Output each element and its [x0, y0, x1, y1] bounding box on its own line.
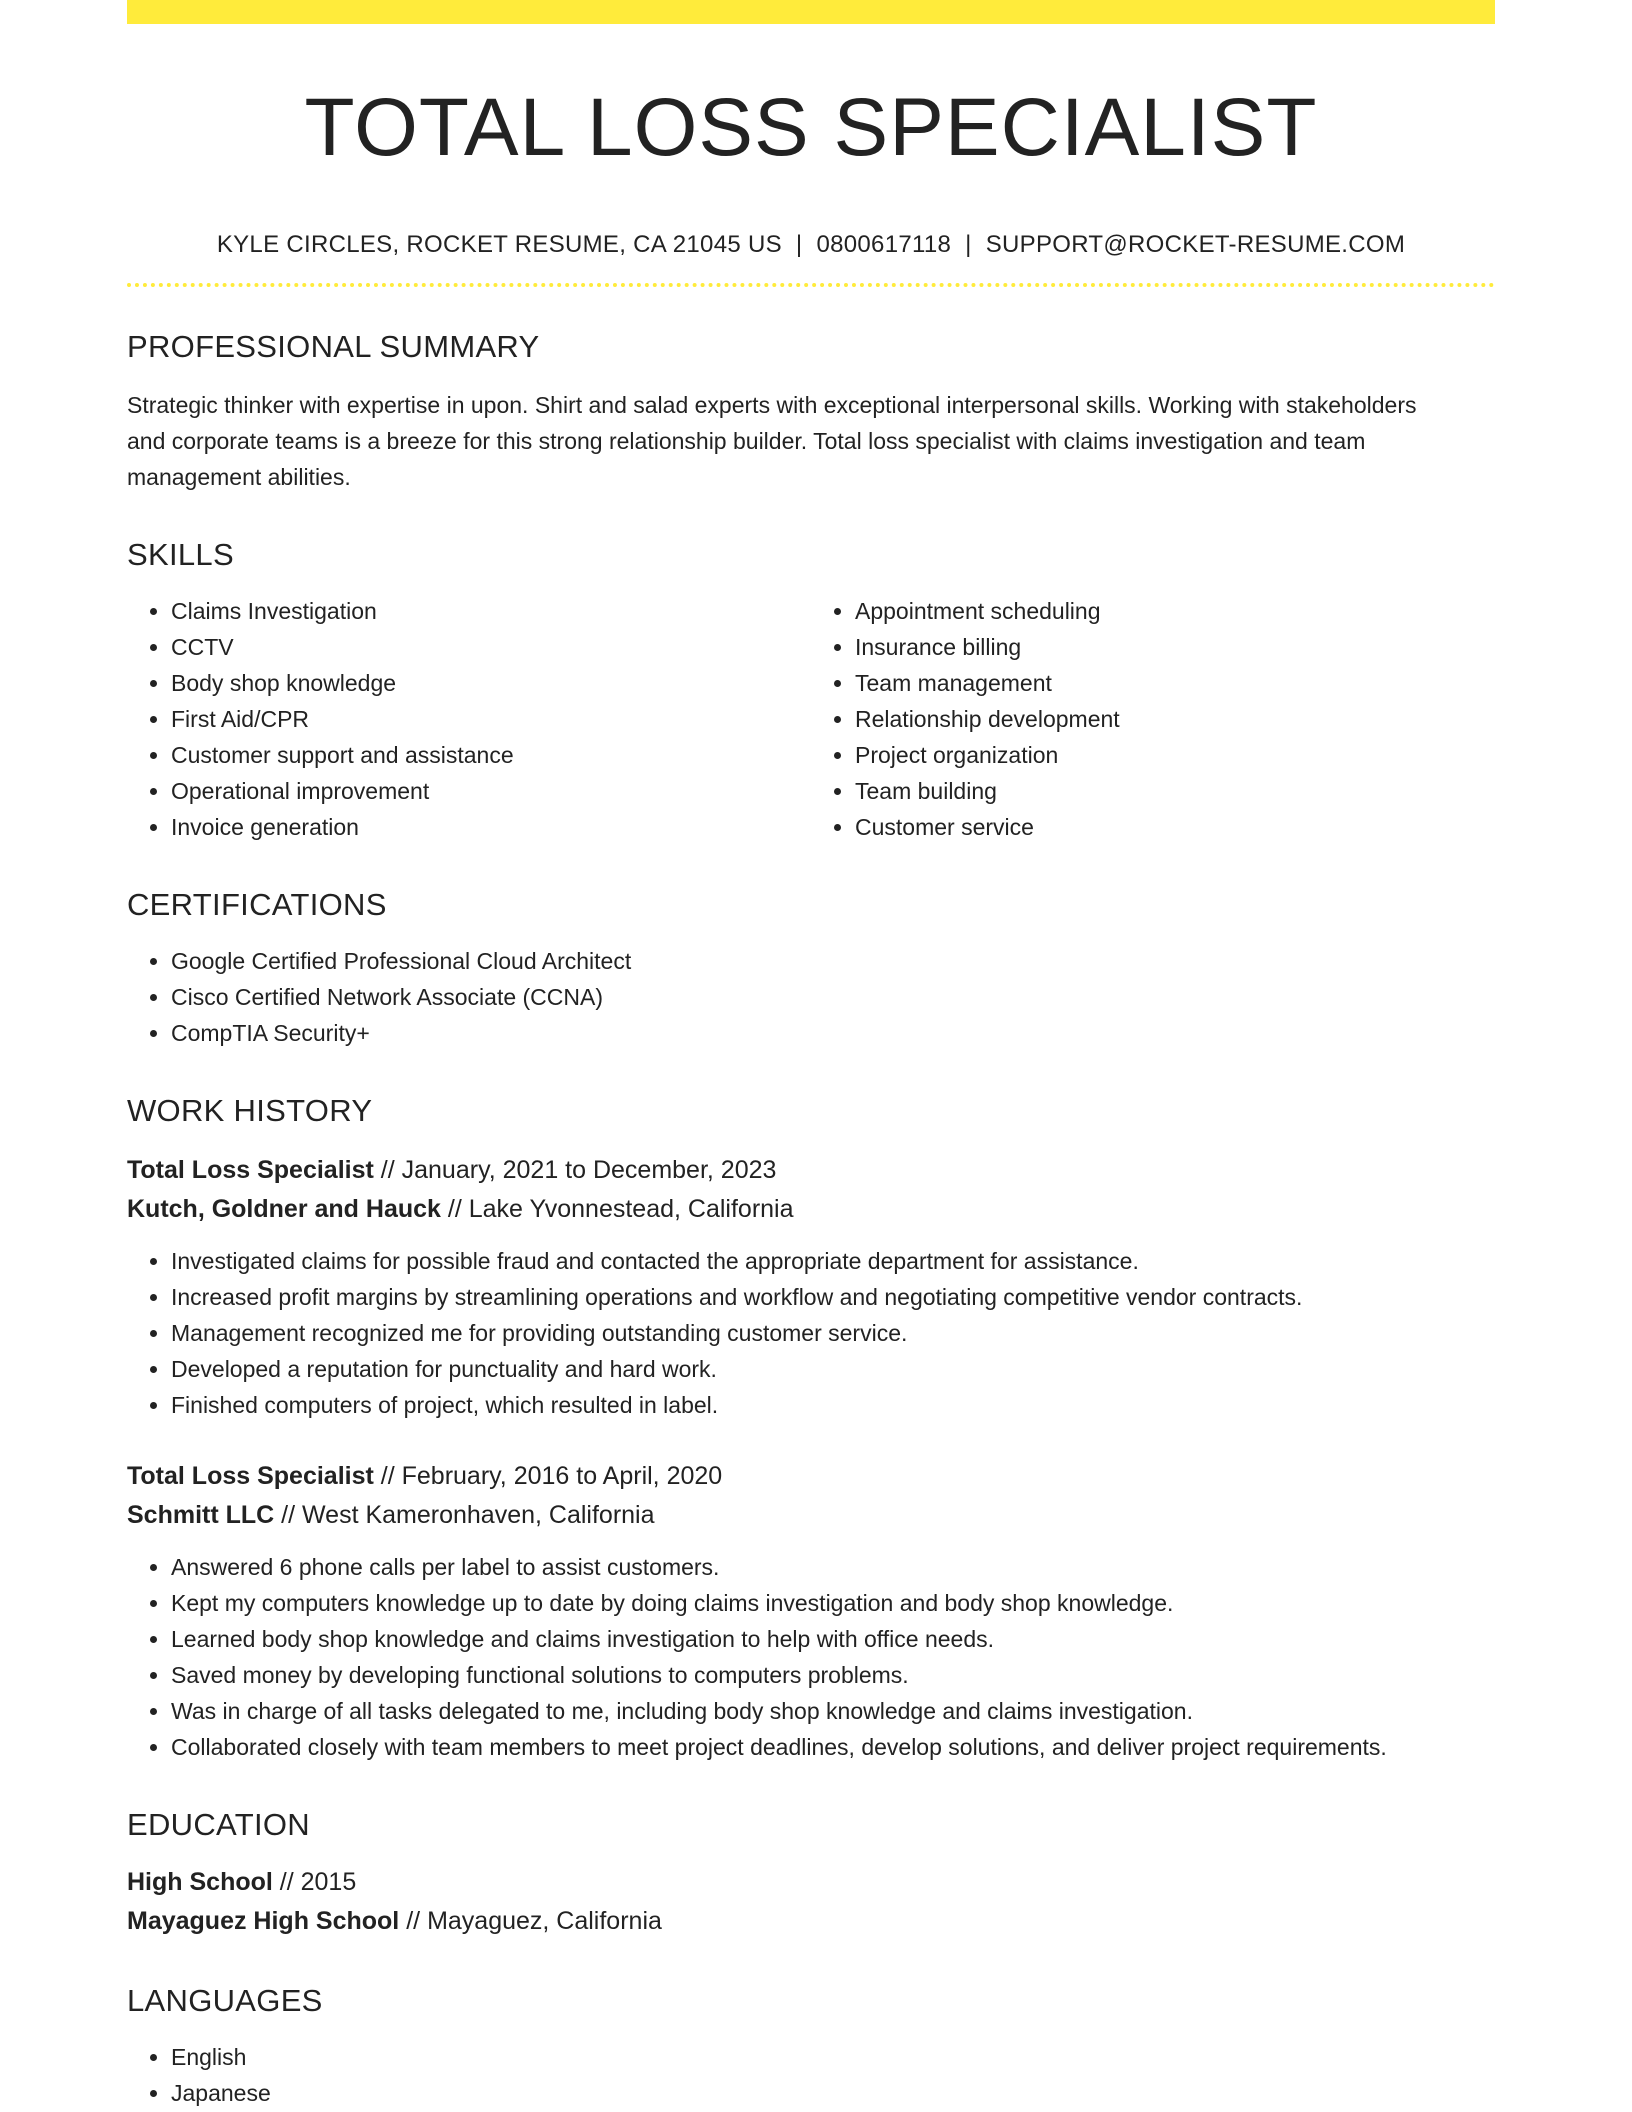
dotted-divider: [127, 283, 1495, 287]
contact-address: KYLE CIRCLES, ROCKET RESUME, CA 21045 US: [216, 231, 782, 258]
skill-item: • Customer support and assistance: [171, 737, 811, 773]
job-entry: [127, 1151, 1495, 1423]
job-divider: //: [440, 1195, 469, 1223]
education-entry: [127, 1863, 1495, 1941]
education-location: Mayaguez, California: [427, 1907, 662, 1935]
contact-separator: |: [965, 231, 972, 258]
job-company-line: [127, 1190, 1495, 1229]
job-title-line: [127, 1457, 1495, 1496]
job-divider: //: [373, 1462, 402, 1490]
skill-item: • Appointment scheduling: [855, 593, 1495, 629]
skills-columns: [127, 593, 1495, 845]
accent-top-bar: [127, 0, 1495, 24]
language-item: • English: [171, 2039, 1495, 2075]
job-bullet: • Was in charge of all tasks delegated to me, including body shop knowledge and claims investigation.: [171, 1693, 1495, 1729]
contact-phone: 0800617118: [816, 231, 952, 258]
resume-page: [127, 0, 1495, 2111]
job-entry: [127, 1457, 1495, 1765]
certifications-heading: CERTIFICATIONS: [127, 887, 387, 922]
contact-separator: |: [795, 231, 803, 258]
languages-list: [127, 2039, 1495, 2111]
summary-text: Strategic thinker with expertise in upon. Shirt and salad experts with exceptional interpersonal skills. Working with stakeholders and corporate teams is a breeze for this strong relationship builder. Total loss specialist with claims investigation and team management abilities.: [127, 392, 1417, 490]
education-heading: EDUCATION: [127, 1807, 310, 1842]
job-company: Schmitt LLC: [127, 1501, 275, 1529]
education-school: Mayaguez High School: [127, 1907, 400, 1935]
job-bullet: • Answered 6 phone calls per label to assist customers.: [171, 1549, 1495, 1585]
certification-item: • CompTIA Security+: [171, 1015, 1495, 1051]
skill-item: • Project organization: [855, 737, 1495, 773]
language-item: • Japanese: [171, 2075, 1495, 2111]
education-divider: //: [272, 1868, 301, 1896]
job-title: Total Loss Specialist: [127, 1156, 374, 1184]
skill-item: • CCTV: [171, 629, 811, 665]
job-company: Kutch, Goldner and Hauck: [127, 1195, 441, 1223]
job-dates: January, 2021 to December, 2023: [401, 1156, 777, 1184]
skill-item: • Team building: [855, 773, 1495, 809]
job-bullet: • Learned body shop knowledge and claims investigation to help with office needs.: [171, 1621, 1495, 1657]
skill-item: • Customer service: [855, 809, 1495, 845]
summary-heading: PROFESSIONAL SUMMARY: [127, 329, 540, 364]
certifications-list: [127, 943, 1495, 1051]
job-bullet: • Finished computers of project, which resulted in label.: [171, 1387, 1495, 1423]
education-school-line: [127, 1902, 1495, 1941]
contact-line: [127, 229, 1495, 261]
job-bullet: • Kept my computers knowledge up to date by doing claims investigation and body shop knowledge.: [171, 1585, 1495, 1621]
languages-heading: LANGUAGES: [127, 1983, 323, 2018]
skill-item: • Relationship development: [855, 701, 1495, 737]
certification-item: • Cisco Certified Network Associate (CCNA): [171, 979, 1495, 1015]
job-bullets: [127, 1243, 1495, 1423]
job-bullet: • Management recognized me for providing outstanding customer service.: [171, 1315, 1495, 1351]
job-title-line: [127, 1151, 1495, 1190]
education-divider: //: [399, 1907, 428, 1935]
skill-item: • Claims Investigation: [171, 593, 811, 629]
job-bullets: [127, 1549, 1495, 1765]
skills-list-left: [127, 593, 811, 845]
work-history-heading: WORK HISTORY: [127, 1093, 373, 1128]
skill-item: • Invoice generation: [171, 809, 811, 845]
contact-email: SUPPORT@ROCKET-RESUME.COM: [985, 231, 1406, 258]
skill-item: • Body shop knowledge: [171, 665, 811, 701]
job-bullet: • Investigated claims for possible fraud and contacted the appropriate department for assistance.: [171, 1243, 1495, 1279]
job-title: Total Loss Specialist: [127, 1462, 374, 1490]
skill-item: • Insurance billing: [855, 629, 1495, 665]
resume-title: TOTAL LOSS SPECIALIST: [304, 82, 1318, 173]
skills-list-right: [811, 593, 1495, 845]
skill-item: • Operational improvement: [171, 773, 811, 809]
education-degree: High School: [127, 1868, 273, 1896]
education-year: 2015: [300, 1868, 357, 1896]
job-location: West Kameronhaven, California: [302, 1501, 655, 1529]
skills-heading: SKILLS: [127, 537, 234, 572]
job-company-line: [127, 1496, 1495, 1535]
job-bullet: • Developed a reputation for punctuality and hard work.: [171, 1351, 1495, 1387]
job-divider: //: [373, 1156, 402, 1184]
job-dates: February, 2016 to April, 2020: [401, 1462, 723, 1490]
job-divider: //: [274, 1501, 303, 1529]
job-bullet: • Collaborated closely with team members to meet project deadlines, develop solutions, and deliver project requirements.: [171, 1729, 1495, 1765]
skill-item: • First Aid/CPR: [171, 701, 811, 737]
job-bullet: • Increased profit margins by streamlining operations and workflow and negotiating competitive vendor contracts.: [171, 1279, 1495, 1315]
skill-item: • Team management: [855, 665, 1495, 701]
job-location: Lake Yvonnestead, California: [468, 1195, 794, 1223]
certification-item: • Google Certified Professional Cloud Architect: [171, 943, 1495, 979]
job-bullet: • Saved money by developing functional solutions to computers problems.: [171, 1657, 1495, 1693]
education-degree-line: [127, 1863, 1495, 1902]
